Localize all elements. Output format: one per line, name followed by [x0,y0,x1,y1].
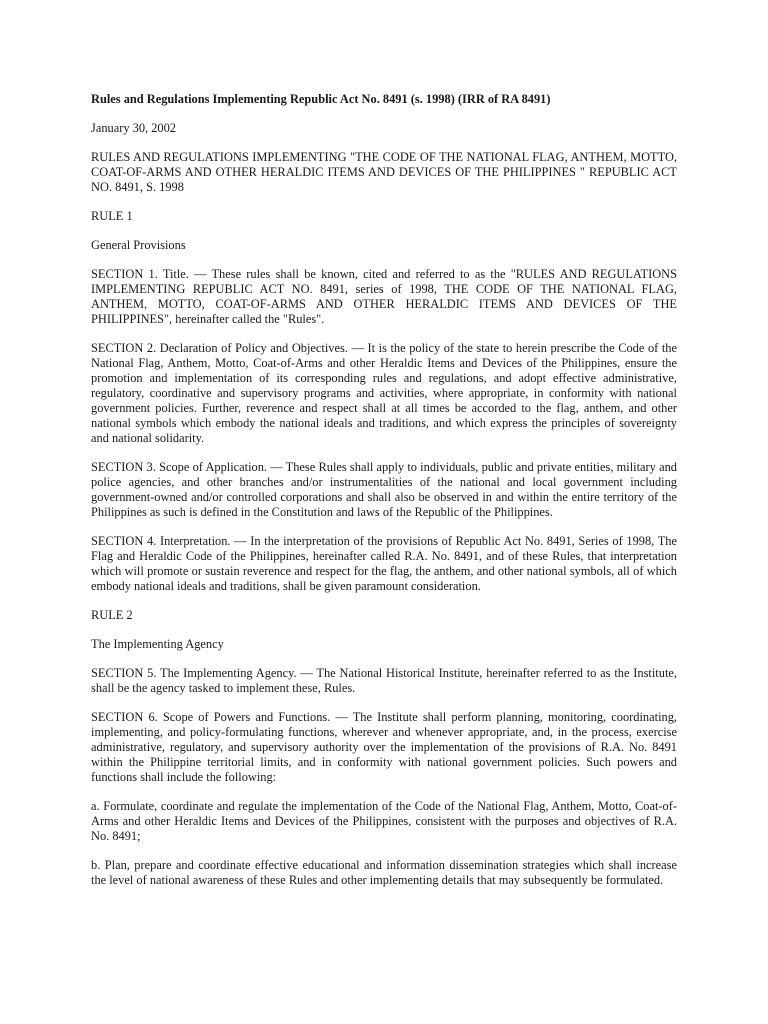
section-5: SECTION 5. The Implementing Agency. — The National Historical Institute, hereinafter referred to as the Institute, shall be the agency tasked to implement these, Rules. [91,666,677,695]
document-heading: RULES AND REGULATIONS IMPLEMENTING "THE CODE OF THE NATIONAL FLAG, ANTHEM, MOTTO, COAT-OF-ARMS AND OTHER HERALDIC ITEMS AND DEVICES OF THE PHILIPPINES " REPUBLIC ACT NO. 8491, S. 1998 [91,150,677,194]
section-3: SECTION 3. Scope of Application. — These Rules shall apply to individuals, public and private entities, military and police agencies, and other branches and/or instrumentalities of the national and local government including government-owned and/or controlled corporations and shall also be observed in and within the entire territory of the Philippines as such is defined in the Constitution and laws of the Republic of the Philippines. [91,460,677,519]
rule-2-title: The Implementing Agency [91,637,224,651]
rule-2-label: RULE 2 [91,608,133,622]
document-title: Rules and Regulations Implementing Republic Act No. 8491 (s. 1998) (IRR of RA 8491) [91,92,551,106]
rule-1-title: General Provisions [91,238,186,252]
document-date: January 30, 2002 [91,121,176,135]
section-2: SECTION 2. Declaration of Policy and Objectives. — It is the policy of the state to herein prescribe the Code of the National Flag, Anthem, Motto, Coat-of-Arms and other Heraldic Items and Devices of the Philippines, ensure the promotion and implementation of its corresponding rules and regulations, and adopt effective administrative, regulatory, coordinative and supervisory programs and activities, where appropriate, in conformity with national government policies. Further, reverence and respect shall at all times be accorded to the flag, anthem, and other national symbols which embody the national ideals and traditions, and which express the principles of sovereignty and national solidarity. [91,341,677,445]
section-1: SECTION 1. Title. — These rules shall be known, cited and referred to as the "RULES AND REGULATIONS IMPLEMENTING REPUBLIC ACT NO. 8491, series of 1998, THE CODE OF THE NATIONAL FLAG, ANTHEM, MOTTO, COAT-OF-ARMS AND OTHER HERALDIC ITEMS AND DEVICES OF THE PHILIPPINES", hereinafter called the "Rules". [91,267,677,326]
section-6-item-b: b. Plan, prepare and coordinate effective educational and information dissemination strategies which shall increase the level of national awareness of these Rules and other implementing details that may subsequently be formulated. [91,858,677,887]
section-6-item-a: a. Formulate, coordinate and regulate the implementation of the Code of the National Flag, Anthem, Motto, Coat-of-Arms and other Heraldic Items and Devices of the Philippines, consistent with the purposes and objectives of R.A. No. 8491; [91,799,677,843]
rule-1-label: RULE 1 [91,209,133,223]
section-4: SECTION 4. Interpretation. — In the interpretation of the provisions of Republic Act No. 8491, Series of 1998, The Flag and Heraldic Code of the Philippines, hereinafter called R.A. No. 8491, and of these Rules, that interpretation which will promote or sustain reverence and respect for the flag, the anthem, and other national symbols, all of which embody national ideals and traditions, shall be given paramount consideration. [91,534,677,593]
section-6: SECTION 6. Scope of Powers and Functions. — The Institute shall perform planning, monitoring, coordinating, implementing, and policy-formulating functions, wherever and whenever appropriate, and, in the process, exercise administrative, regulatory, and supervisory authority over the implementation of the provisions of R.A. No. 8491 within the Philippine territorial limits, and in conformity with national government policies. Such powers and functions shall include the following: [91,710,677,784]
document-page [91,92,677,902]
